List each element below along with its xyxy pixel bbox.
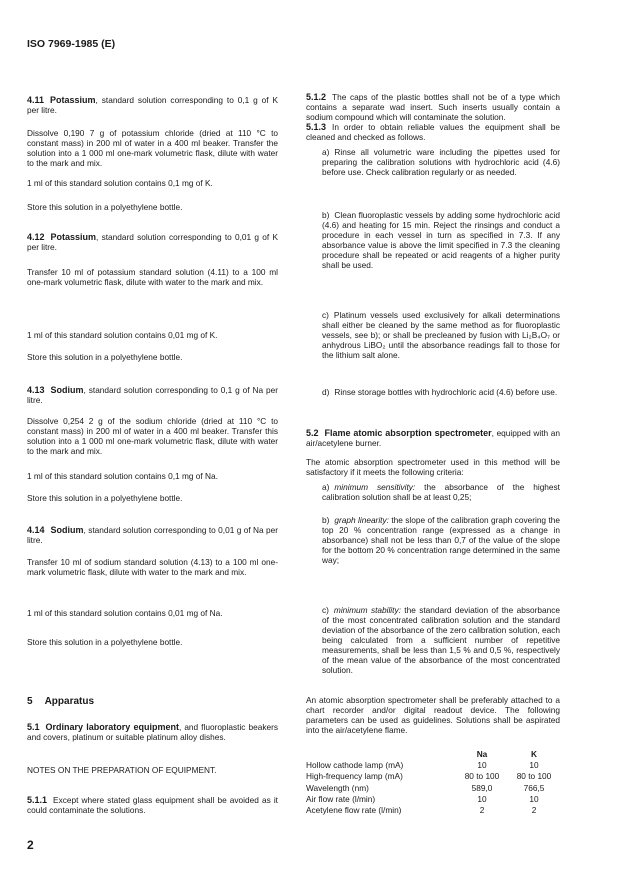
paragraph-text: , standard solution corresponding to 0,01 g of Na per litre. xyxy=(27,525,278,545)
instrument-parameters-table xyxy=(306,749,560,816)
table-value: 2 xyxy=(479,805,485,816)
table-header-row xyxy=(306,749,560,760)
paragraph xyxy=(322,210,560,270)
paragraph xyxy=(322,482,560,502)
table-value: 80 to 100 xyxy=(516,771,552,782)
paragraph xyxy=(322,387,560,397)
paragraph xyxy=(27,202,278,212)
paragraph-text: In order to obtain reliable values the equipment shall be cleaned and checked as follows. xyxy=(306,122,560,142)
clause-number: 5.1.3 xyxy=(306,122,327,132)
table-row xyxy=(306,760,560,771)
paragraph xyxy=(27,795,278,815)
parameter-name: High-frequency lamp (mA) xyxy=(306,771,403,782)
list-label: a) xyxy=(322,147,330,157)
clause-title: Potassium xyxy=(50,232,97,242)
paragraph-text: Dissolve 0,254 2 g of the sodium chloride (dried at 110 °C to constant mass) in 200 ml of water in a 400 ml beaker. Transfer this solution into a 1 000 ml one-mark volumetric flask, dilute with water to the mark and mix. xyxy=(27,416,278,456)
clause-number: 5 xyxy=(27,696,33,707)
paragraph-text: Transfer 10 ml of sodium standard solution (4.13) to a 100 ml one-mark volumetric flask, dilute with water to the mark and mix. xyxy=(27,557,278,577)
paragraph xyxy=(306,122,560,142)
paragraph-text: Store this solution in a polyethylene bottle. xyxy=(27,352,183,362)
clause-title: Ordinary laboratory equipment xyxy=(45,722,179,732)
paragraph-text: The atomic absorption spectrometer used in this method will be satisfactory if it meets the following criteria: xyxy=(306,457,560,477)
paragraph xyxy=(306,695,560,735)
paragraph xyxy=(306,457,560,477)
clause-number: 4.13 xyxy=(27,385,45,395)
paragraph xyxy=(306,428,560,448)
parameter-name: Acetylene flow rate (l/min) xyxy=(306,805,402,816)
paragraph-text: Rinse storage bottles with hydrochloric acid (4.6) before use. xyxy=(334,387,558,397)
paragraph-text: 1 ml of this standard solution contains 0,01 mg of Na. xyxy=(27,608,223,618)
section-heading xyxy=(27,697,278,707)
paragraph xyxy=(27,385,278,405)
paragraph-text: Platinum vessels used exclusively for alkali determinations shall either be cleaned by the same method as for fluoroplastic vessels, see b); or shall be precleaned by fusion with Li₂B₄O₇ or anhydrous LiBO₂ until the absorbance readings fall to those for the lithium salt alone. xyxy=(322,310,560,360)
paragraph-text: 1 ml of this standard solution contains 0,1 mg of Na. xyxy=(27,471,218,481)
paragraph-text: , standard solution corresponding to 0,1 g of Na per litre. xyxy=(27,385,278,405)
paragraph xyxy=(27,330,278,340)
clause-number: 4.12 xyxy=(27,232,45,242)
paragraph xyxy=(27,765,278,775)
paragraph-text: Store this solution in a polyethylene bottle. xyxy=(27,202,183,212)
paragraph xyxy=(27,557,278,577)
paragraph xyxy=(322,515,560,565)
table-value: 766,5 xyxy=(523,782,545,793)
table-value: 589,0 xyxy=(471,782,493,793)
clause-number: 5.1.2 xyxy=(306,92,327,102)
paragraph-text: Store this solution in a polyethylene bottle. xyxy=(27,637,183,647)
table-row xyxy=(306,771,560,782)
paragraph-text: Dissolve 0,190 7 g of potassium chloride (dried at 110 °C to constant mass) in 200 ml of water in a 400 ml beaker. Transfer the solution into a 1 000 ml one-mark volumetric flask, dilute with water to the mark and mix. xyxy=(27,128,278,168)
table-value: 80 to 100 xyxy=(464,771,500,782)
clause-number: 4.11 xyxy=(27,95,45,105)
table-value: 10 xyxy=(529,760,539,771)
criterion-term: minimum sensitivity: xyxy=(334,482,416,492)
paragraph xyxy=(27,178,278,188)
clause-number: 4.14 xyxy=(27,525,45,535)
clause-number: 5.1.1 xyxy=(27,795,48,805)
table-value: 10 xyxy=(477,760,487,771)
paragraph xyxy=(27,232,278,252)
criterion-term: minimum stability: xyxy=(333,605,401,615)
clause-number: 5.1 xyxy=(27,722,40,732)
table-value: 2 xyxy=(531,805,537,816)
paragraph xyxy=(27,493,278,503)
paragraph xyxy=(27,416,278,456)
table-row xyxy=(306,794,560,805)
paragraph-text: 1 ml of this standard solution contains 0,01 mg of K. xyxy=(27,330,218,340)
paragraph-text: Transfer 10 ml of potassium standard solution (4.11) to a 100 ml one-mark volumetric flask, dilute with water to the mark and mix. xyxy=(27,267,278,287)
table-header-k: K xyxy=(531,749,537,759)
paragraph xyxy=(27,352,278,362)
table-header-na: Na xyxy=(476,749,488,759)
parameter-name: Air flow rate (l/min) xyxy=(306,793,376,804)
list-label: c) xyxy=(322,605,329,615)
table-value: 10 xyxy=(529,793,539,804)
table-header-cell xyxy=(306,749,456,760)
paragraph-text: the absorbance of the highest calibration solution shall be at least 0,25; xyxy=(322,482,560,502)
clause-title: Flame atomic absorption spectrometer xyxy=(324,428,492,438)
clause-title: Potassium xyxy=(50,95,96,105)
paragraph-text: , and fluoroplastic beakers and covers, platinum or suitable platinum alloy dishes. xyxy=(27,722,278,742)
clause-number: 5.2 xyxy=(306,428,319,438)
paragraph-text: , equipped with an air/acetylene burner. xyxy=(306,428,560,448)
paragraph-text: Store this solution in a polyethylene bottle. xyxy=(27,493,183,503)
table-value: 10 xyxy=(477,793,487,804)
paragraph-text: Rinse all volumetric ware including the pipettes used for preparing the calibration solutions with hydrochloric acid (4.6) before use. Check calibration regularly or as needed. xyxy=(322,147,560,177)
table-row xyxy=(306,783,560,794)
paragraph xyxy=(322,310,560,360)
paragraph xyxy=(27,525,278,545)
paragraph xyxy=(27,637,278,647)
page-number: 2 xyxy=(27,838,34,852)
clause-title: Sodium xyxy=(50,525,84,535)
paragraph xyxy=(27,267,278,287)
paragraph xyxy=(306,92,560,122)
paragraph xyxy=(27,722,278,742)
paragraph-text: 1 ml of this standard solution contains 0,1 mg of K. xyxy=(27,178,213,188)
parameter-name: Hollow cathode lamp (mA) xyxy=(306,760,404,771)
paragraph-text: NOTES ON THE PREPARATION OF EQUIPMENT. xyxy=(27,765,217,775)
paragraph-text: the slope of the calibration graph covering the top 20 % concentration range (expressed as a change in absorbance) shall not be less than 0,7 of the value of the slope for the bottom 20 % concentration range determined in the same way; xyxy=(322,515,560,565)
list-label: b) xyxy=(322,515,330,525)
paragraph-text: , standard solution corresponding to 0,01 g of K per litre. xyxy=(27,232,278,252)
document-header: ISO 7969-1985 (E) xyxy=(27,38,116,50)
paragraph xyxy=(27,95,278,115)
list-label: c) xyxy=(322,310,329,320)
paragraph xyxy=(27,471,278,481)
paragraph-text: Except where stated glass equipment shall be avoided as it could contaminate the solutions. xyxy=(27,795,278,815)
list-label: a) xyxy=(322,482,330,492)
table-row xyxy=(306,805,560,816)
paragraph-text: The caps of the plastic bottles shall not be of a type which contains a separate wad insert. Such inserts usually contain a sodium compound which will contaminate the solution. xyxy=(306,92,560,122)
clause-title: Sodium xyxy=(50,385,84,395)
parameter-name: Wavelength (nm) xyxy=(306,782,369,793)
paragraph-text: , standard solution corresponding to 0,1 g of K per litre. xyxy=(27,95,278,115)
list-label: d) xyxy=(322,387,330,397)
paragraph xyxy=(27,608,278,618)
paragraph xyxy=(27,128,278,168)
paragraph-text: Clean fluoroplastic vessels by adding some hydrochloric acid (4.6) and heating for 15 min. Reject the rinsings and conduct a procedure in each vessel in turn as specified in 7.3. If any absorbance value is above the limit specified in 7.3 the cleaning procedure shall be repeated or acid reagents of a higher purity shall be used. xyxy=(322,210,560,270)
list-label: b) xyxy=(322,210,330,220)
paragraph xyxy=(322,147,560,177)
paragraph xyxy=(322,605,560,675)
clause-title: Apparatus xyxy=(44,696,95,707)
criterion-term: graph linearity: xyxy=(334,515,389,525)
paragraph-text: An atomic absorption spectrometer shall be preferably attached to a chart recorder and/or digital readout device. The following parameters can be used as guidelines. Solutions shall be aspirated into the air/acetylene flame. xyxy=(306,695,560,735)
paragraph-text: the standard deviation of the absorbance of the most concentrated calibration solution and the standard deviation of the absorbance of the zero calibration solution, each being calculated from a sufficient number of repetitive measurements, shall be less than 1,5 % and 0,5 %, respectively of the mean value of the absorbance of the most concentrated solution. xyxy=(322,605,560,675)
